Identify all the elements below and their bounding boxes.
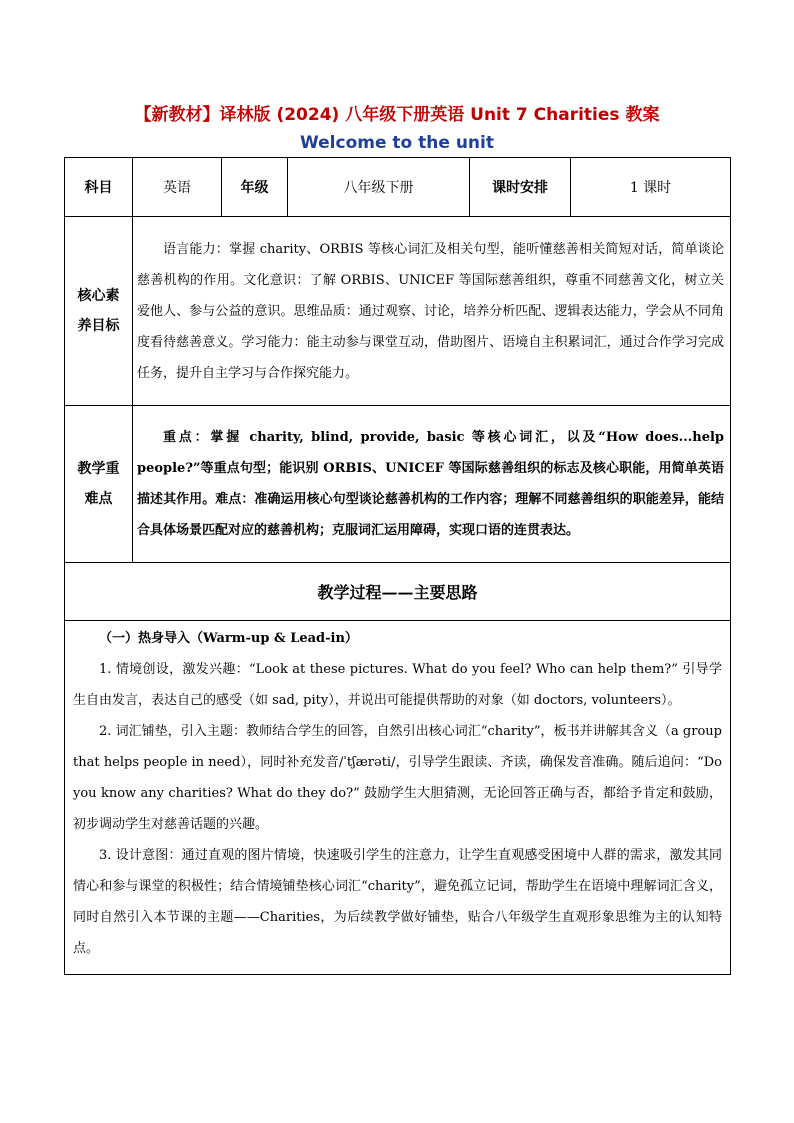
hours-label: 课时安排 <box>470 158 571 217</box>
document-title: 【新教材】译林版 (2024) 八年级下册英语 Unit 7 Charities 教案 <box>134 105 660 125</box>
info-row <box>65 158 731 217</box>
process-item: 1. 情境创设，激发兴趣：“Look at these pictures. What do you feel? Who can help them?” 引导学生自由发言，表达自己的感受（如 sad, pity），并说出可能提供帮助的对象（如 doctors, volunteers）。 <box>73 662 722 708</box>
subject-value: 英语 <box>133 158 222 217</box>
grade-label: 年级 <box>222 158 288 217</box>
core-goals-label: 核心素养目标 <box>65 217 133 406</box>
warmup-section-title: （一）热身导入（Warm-up & Lead-in） <box>99 631 358 646</box>
key-difficult-row <box>65 406 731 563</box>
key-difficult-label: 教学重难点 <box>65 406 133 563</box>
document-subtitle: Welcome to the unit <box>300 133 494 153</box>
process-item: 2. 词汇铺垫，引入主题：教师结合学生的回答，自然引出核心词汇“charity”，板书并讲解其含义（a group that helps people in need），同时补充发音/ˈtʃærəti/，引导学生跟读、齐读，确保发音准确。随后追问：“Do you know any charities? What do they do?” 鼓励学生大胆猜测，无论回答正确与否，都给予肯定和鼓励，初步调动学生对慈善话题的兴趣。 <box>73 724 722 832</box>
subject-label: 科目 <box>65 158 133 217</box>
core-goals-row <box>65 217 731 406</box>
core-goals-text: 语言能力：掌握 charity、ORBIS 等核心词汇及相关句型，能听懂慈善相关简短对话，简单谈论慈善机构的作用。文化意识：了解 ORBIS、UNICEF 等国际慈善组织，尊重不同慈善文化，树立关爱他人、参与公益的意识。思维品质：通过观察、讨论，培养分析匹配、逻辑表达能力，学会从不同角度看待慈善意义。学习能力：能主动参与课堂互动，借助图片、语境自主积累词汇，通过合作学习完成任务，提升自主学习与合作探究能力。 <box>133 217 731 406</box>
process-body <box>65 621 731 975</box>
process-item: 3. 设计意图：通过直观的图片情境，快速吸引学生的注意力，让学生直观感受困境中人群的需求，激发其同情心和参与课堂的积极性；结合情境铺垫核心词汇“charity”，避免孤立记词，帮助学生在语境中理解词汇含义，同时自然引入本节课的主题——Charities，为后续教学做好铺垫，贴合八年级学生直观形象思维为主的认知特点。 <box>73 848 722 956</box>
process-title-row <box>65 563 731 621</box>
key-difficult-text: 重点：掌握 charity, blind, provide, basic 等核心词汇，以及“How does...help people?”等重点句型；能识别 ORBIS、UNICEF 等国际慈善组织的标志及核心职能，用简单英语描述其作用。难点：准确运用核心句型谈论慈善机构的工作内容；理解不同慈善组织的职能差异，能结合具体场景匹配对应的慈善机构；克服词汇运用障碍，实现口语的连贯表达。 <box>133 406 731 563</box>
process-body-row <box>65 621 731 975</box>
hours-value: 1 课时 <box>571 158 731 217</box>
grade-value: 八年级下册 <box>288 158 470 217</box>
lesson-plan-table <box>64 157 731 975</box>
process-title: 教学过程——主要思路 <box>65 563 731 621</box>
